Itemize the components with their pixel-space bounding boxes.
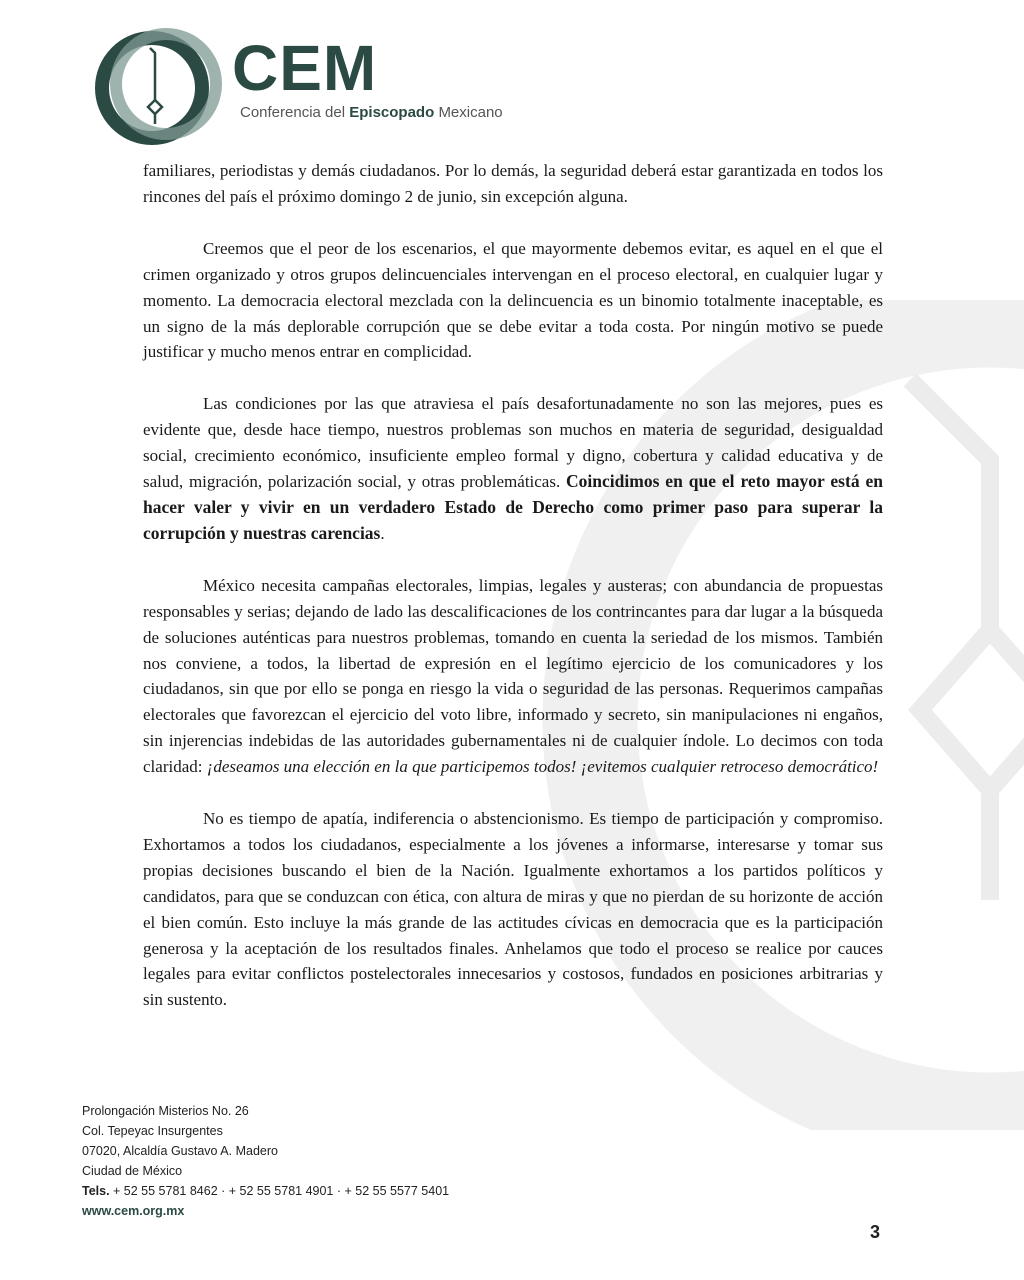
address-line: Col. Tepeyac Insurgentes <box>82 1124 223 1138</box>
paragraph-3-emphasis: Coincidimos en que el reto mayor está en hacer valer y vivir en un verdadero Estado de Derecho como primer paso para superar la corrupción y nuestras carencias <box>143 471 883 543</box>
logo-wordmark: CEM <box>232 32 378 104</box>
paragraph-4-emphasis: ¡deseamos una elección en la que participemos todos! ¡evitemos cualquier retroceso democrático! <box>206 757 879 777</box>
address-line: Ciudad de México <box>82 1164 183 1178</box>
phone-line: Tels. + 52 55 5781 8462 · + 52 55 5781 4901 · + 52 55 5577 5401 <box>82 1184 450 1198</box>
logo-subtitle: Conferencia del Episcopado Mexicano <box>240 104 503 121</box>
page-number: 3 <box>870 1222 881 1242</box>
paragraph-2: Creemos que el peor de los escenarios, el que mayormente debemos evitar, es aquel en el que el crimen organizado y otros grupos delincuenciales intervengan en el proceso electoral, en cualquier lugar y momento. La democracia electoral mezclada con la delincuencia es un binomio totalmente inaceptable, es un signo de la más deplorable corrupción que se debe evitar a toda costa. Por ningún motivo se puede justificar y mucho menos entrar en complicidad. <box>143 238 883 362</box>
footer-address <box>82 1101 449 1221</box>
paragraph-3: Las condiciones por las que atraviesa el país desafortunadamente no son las mejores, pues es evidente que, desde hace tiempo, nuestros problemas son muchos en materia de seguridad, desigualdad social, crecimiento económico, insuficiente empleo formal y digno, cobertura y calidad educativa y de salud, migración, polarización social, y otras problemáticas. Coincidimos en que el reto mayor está en hacer valer y vivir en un verdadero Estado de Derecho como primer paso para superar la corrupción y nuestras carencias. <box>143 394 883 543</box>
website-link[interactable]: www.cem.org.mx <box>82 1204 185 1218</box>
address-line: 07020, Alcaldía Gustavo A. Madero <box>82 1144 278 1158</box>
address-line: Prolongación Misterios No. 26 <box>82 1104 249 1118</box>
paragraph-4: México necesita campañas electorales, limpias, legales y austeras; con abundancia de propuestas responsables y serias; dejando de lado las descalificaciones de los contrincantes para dar lugar a la búsqueda de soluciones auténticas para nuestros problemas, tomando en cuenta la seriedad de los mismos. También nos conviene, a todos, la libertad de expresión en el legítimo ejercicio de los comunicadores y los ciudadanos, sin que por ello se ponga en riesgo la vida o seguridad de las personas. Requerimos campañas electorales que favorezcan el ejercicio del voto libre, informado y secreto, sin manipulaciones ni engaños, sin injerencias indebidas de las autoridades gubernamentales ni de cualquier índole. Lo decimos con toda claridad: ¡deseamos una elección en la que participemos todos! ¡evitemos cualquier retroceso democrático! <box>143 575 883 777</box>
letter-body <box>143 158 883 1039</box>
paragraph-5: No es tiempo de apatía, indiferencia o abstencionismo. Es tiempo de participación y compromiso. Exhortamos a todos los ciudadanos, especialmente a los jóvenes a informarse, interesarse y tomar sus propias decisiones buscando el bien de la Nación. Igualmente exhortamos a los partidos políticos y candidatos, para que se conduzcan con ética, con altura de miras y que no pierdan de su horizonte de acción el bien común. Esto incluye la más grande de las actitudes cívicas en democracia que es la participación generosa y la aceptación de los resultados finales. Anhelamos que todo el proceso se realice por cauces legales para evitar conflictos postelectorales innecesarios y costosos, fundados en posiciones arbitrarias y sin sustento. <box>143 809 883 1010</box>
cem-logo-emblem <box>92 20 224 152</box>
paragraph-1: familiares, periodistas y demás ciudadanos. Por lo demás, la seguridad deberá estar garantizada en todos los rincones del país el próximo domingo 2 de junio, sin excepción alguna. <box>143 161 883 206</box>
